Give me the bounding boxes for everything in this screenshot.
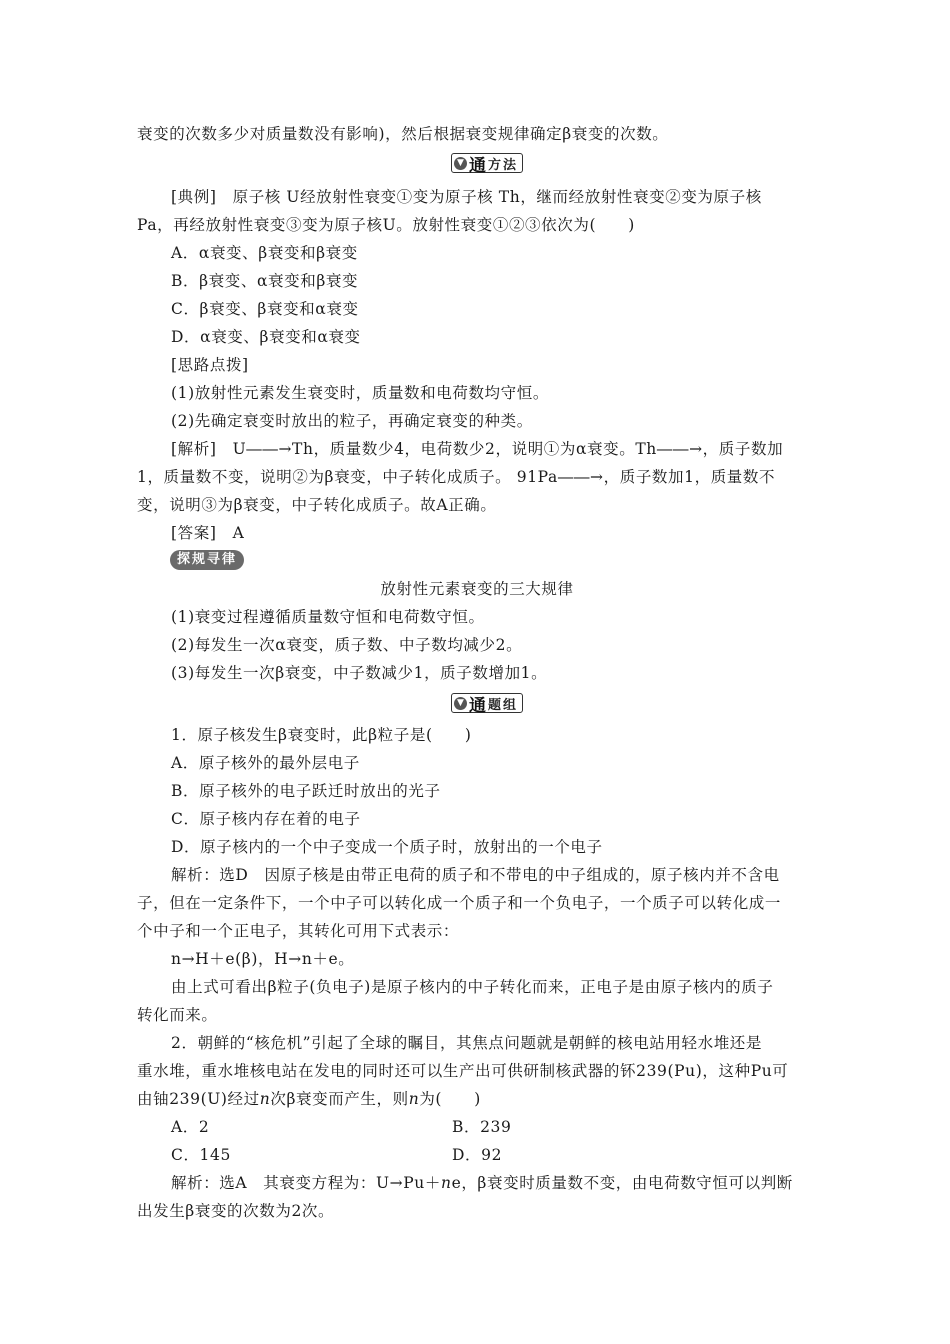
text-line <box>171 1173 817 1193</box>
answer-line: [答案] A <box>171 524 245 542</box>
tag-label: 方法 <box>488 157 519 173</box>
text-span: 解析：选A 其衰变方程为：U→Pu＋ <box>171 1174 441 1192</box>
text-line: (3)每发生一次β衰变，中子数减少1，质子数增加1。 <box>171 664 548 682</box>
text-line: [解析] U――→Th，质量数少4，电荷数少2，说明①为α衰变。Th――→，质子数加 <box>171 440 784 458</box>
text-line: 解析：选D 因原子核是由带正电荷的质子和不带电的中子组成的，原子核内并不含电 <box>171 866 780 884</box>
option-line: D．α衰变、β衰变和α衰变 <box>171 328 361 346</box>
text-line: Pa，再经放射性衰变③变为原子核U。放射性衰变①②③依次为( ) <box>137 216 635 234</box>
text-line: 重水堆，重水堆核电站在发电的同时还可以生产出可供研制核武器的钚239(Pu)，这种Pu可 <box>137 1062 789 1080</box>
option-line: C．原子核内存在着的电子 <box>171 810 361 828</box>
text-line: 1，质量数不变，说明②为β衰变，中子转化成质子。 91Pa――→，质子数加1，质量数不 <box>137 468 776 486</box>
option-line: B．原子核外的电子跃迁时放出的光子 <box>171 782 441 800</box>
text-line: (2)每发生一次α衰变，质子数、中子数均减少2。 <box>171 636 523 654</box>
text-line: (1)放射性元素发生衰变时，质量数和电荷数均守恒。 <box>171 384 549 402</box>
option-a: A．2 <box>171 1118 210 1136</box>
variable-n: n <box>440 1174 452 1192</box>
section-tag-exercises <box>451 692 523 714</box>
text-line: [思路点拨] <box>171 356 249 374</box>
text-line: 转化而来。 <box>137 1006 218 1024</box>
tag-label: 题组 <box>488 697 519 713</box>
section-tag-method <box>451 152 523 174</box>
chevron-down-icon: ▼ <box>454 697 467 710</box>
equation-line: n→H＋e(β)，H→n＋e。 <box>171 950 355 968</box>
text-line: 衰变的次数多少对质量数没有影响)，然后根据衰变规律确定β衰变的次数。 <box>137 125 669 143</box>
text-line: 变，说明③为β衰变，中子转化成质子。故A正确。 <box>137 496 497 514</box>
section-pill-rules: 探规寻律 <box>170 550 244 570</box>
tag-big-char: 通 <box>469 155 486 176</box>
text-span: 为( ) <box>419 1090 481 1108</box>
text-line: (2)先确定衰变时放出的粒子，再确定衰变的种类。 <box>171 412 533 430</box>
text-span: 由铀239(U)经过 <box>137 1090 260 1108</box>
text-line: 由上式可看出β粒子(负电子)是原子核内的中子转化而来，正电子是由原子核内的质子 <box>171 978 774 996</box>
text-line: 子，但在一定条件下，一个中子可以转化成一个质子和一个负电子，一个质子可以转化成一 <box>137 894 782 912</box>
variable-n: n <box>408 1090 420 1108</box>
question-line: 2．朝鲜的“核危机”引起了全球的瞩目，其焦点问题就是朝鲜的核电站用轻水堆还是 <box>171 1034 763 1052</box>
variable-n: n <box>259 1090 271 1108</box>
option-line: A．原子核外的最外层电子 <box>171 754 360 772</box>
text-line <box>137 1089 817 1109</box>
section-heading: 放射性元素衰变的三大规律 <box>380 580 574 598</box>
chevron-down-icon: ▼ <box>454 157 467 170</box>
text-line: 个中子和一个正电子，其转化可用下式表示： <box>137 922 460 940</box>
text-span: e，β衰变时质量数不变，由电荷数守恒可以判断 <box>451 1174 793 1192</box>
option-line: B．β衰变、α衰变和β衰变 <box>171 272 359 290</box>
option-c: C．145 <box>171 1146 231 1164</box>
question-line: 1．原子核发生β衰变时，此β粒子是( ) <box>171 726 472 744</box>
option-line: A．α衰变、β衰变和β衰变 <box>171 244 358 262</box>
tag-big-char: 通 <box>469 695 486 716</box>
option-row <box>171 1117 817 1137</box>
text-line: 出发生β衰变的次数为2次。 <box>137 1202 335 1220</box>
option-line: C．β衰变、β衰变和α衰变 <box>171 300 359 318</box>
option-d: D．92 <box>452 1146 503 1164</box>
text-span: 次β衰变而产生，则 <box>270 1090 409 1108</box>
text-line: (1)衰变过程遵循质量数守恒和电荷数守恒。 <box>171 608 485 626</box>
option-line: D．原子核内的一个中子变成一个质子时，放射出的一个电子 <box>171 838 603 856</box>
option-b: B．239 <box>452 1118 512 1136</box>
text-line: [典例] 原子核 U经放射性衰变①变为原子核 Th，继而经放射性衰变②变为原子核 <box>171 188 762 206</box>
option-row <box>171 1145 817 1165</box>
